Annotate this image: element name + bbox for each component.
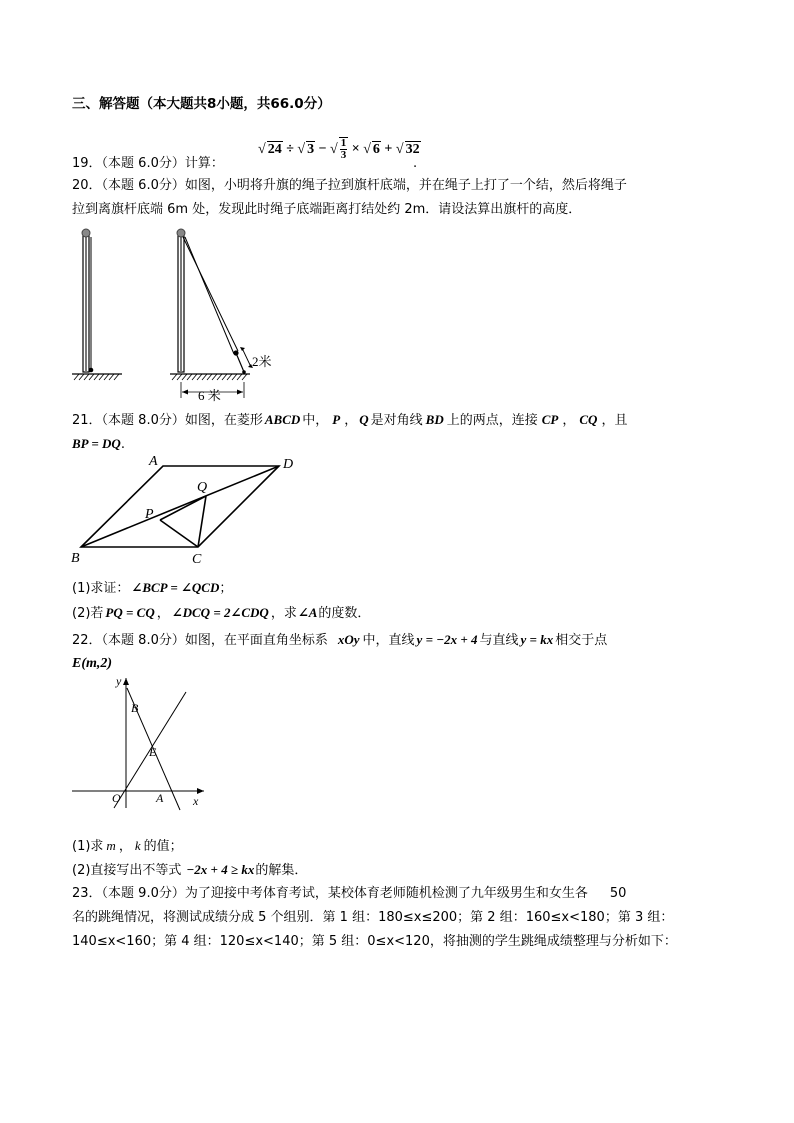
q22-point-e: E(m,2) — [72, 656, 113, 671]
q22-coordinate-figure — [66, 672, 216, 812]
vertex-c: C — [192, 552, 202, 567]
q21-line2: BP = DQ. — [72, 436, 125, 452]
q20-line1: 20．（本题 6.0分）如图，小明将升旗的绳子拉到旗杆底端，并在绳子上打了一个结，然后将绳子 — [72, 178, 627, 193]
q21-rhombus-figure — [66, 450, 306, 570]
q20-figure — [66, 224, 296, 404]
q19-formula: √ 24 ÷ √ 3 − √ $\frac{1}{3}$ × √ 6 + √ 32 — [258, 137, 420, 161]
flagpole-right — [170, 229, 272, 403]
vertex-b: B — [71, 551, 80, 566]
label-2m: 2米 — [252, 354, 272, 369]
q23-line2: 名的跳绳情况，将测试成绩分成 5 个组别．第 1 组：180≤x≤200；第 2 组：160≤x<180；第 3 组： — [72, 910, 674, 925]
point-b: B — [131, 701, 139, 715]
q19-text: 19．（本题 6.0分）计算： — [72, 156, 224, 171]
axis-label-y: y — [116, 674, 122, 688]
q19-end: . — [413, 156, 418, 171]
point-p: P — [145, 507, 154, 522]
segment-cp — [160, 520, 198, 547]
origin-o: O — [112, 791, 121, 805]
radicand-32: 32 — [405, 141, 420, 157]
radicand-6: 6 — [372, 141, 380, 157]
point-e: E — [149, 745, 157, 759]
vertex-a: A — [149, 454, 158, 469]
label-6m: 6 米 — [198, 388, 221, 403]
segment-pq — [160, 496, 206, 520]
point-q: Q — [197, 480, 208, 495]
q22-line1: 22．（本题 8.0分）如图，在平面直角坐标系 xOy 中，直线 y = −2x + 4 与直线 y = kx 相交于点 — [72, 632, 608, 648]
q22-part1: (1)求 m ， k 的值； — [72, 838, 183, 854]
q23-line1: 23．（本题 9.0分）为了迎接中考体育考试，某校体育老师随机检测了九年级男生和女生各 50 — [72, 886, 627, 901]
section-heading: 三、解答题（本大题共8小题，共66.0分） — [72, 96, 331, 112]
q21-part2: (2)若 PQ = CQ ， ∠DCQ = 2∠CDQ ，求∠A的度数． — [72, 605, 371, 621]
op-times: × — [351, 141, 360, 157]
radicand-24: 24 — [267, 141, 282, 157]
fraction-one-third: $\frac{1}{3}$ — [340, 137, 347, 161]
q22-part2: (2)直接写出不等式 −2x + 4 ≥ kx的解集． — [72, 862, 308, 878]
radicand-3: 3 — [307, 141, 315, 157]
q21-line1: 21．（本题 8.0分）如图，在菱形 ABCD 中， P ， Q 是对角线 BD 上的两点，连接 CP ， CQ ，且 — [72, 412, 628, 428]
op-divide: ÷ — [286, 141, 294, 157]
vertex-d: D — [283, 457, 294, 472]
q20-line2: 拉到离旗杆底端 6m 处，发现此时绳子底端距离打结处约 2m．请设法算出旗杆的高度． — [72, 202, 582, 217]
axis-label-x: x — [193, 794, 199, 808]
op-minus: − — [318, 141, 327, 157]
op-plus: + — [384, 141, 393, 157]
point-a: A — [156, 791, 164, 805]
q21-part1: (1)求证： ∠BCP = ∠QCD； — [72, 580, 233, 596]
flagpole-left — [72, 229, 122, 380]
q23-line3: 140≤x<160；第 4 组：120≤x<140；第 5 组：0≤x<120，将抽测的学生跳绳成绩整理与分析如下： — [72, 934, 677, 949]
